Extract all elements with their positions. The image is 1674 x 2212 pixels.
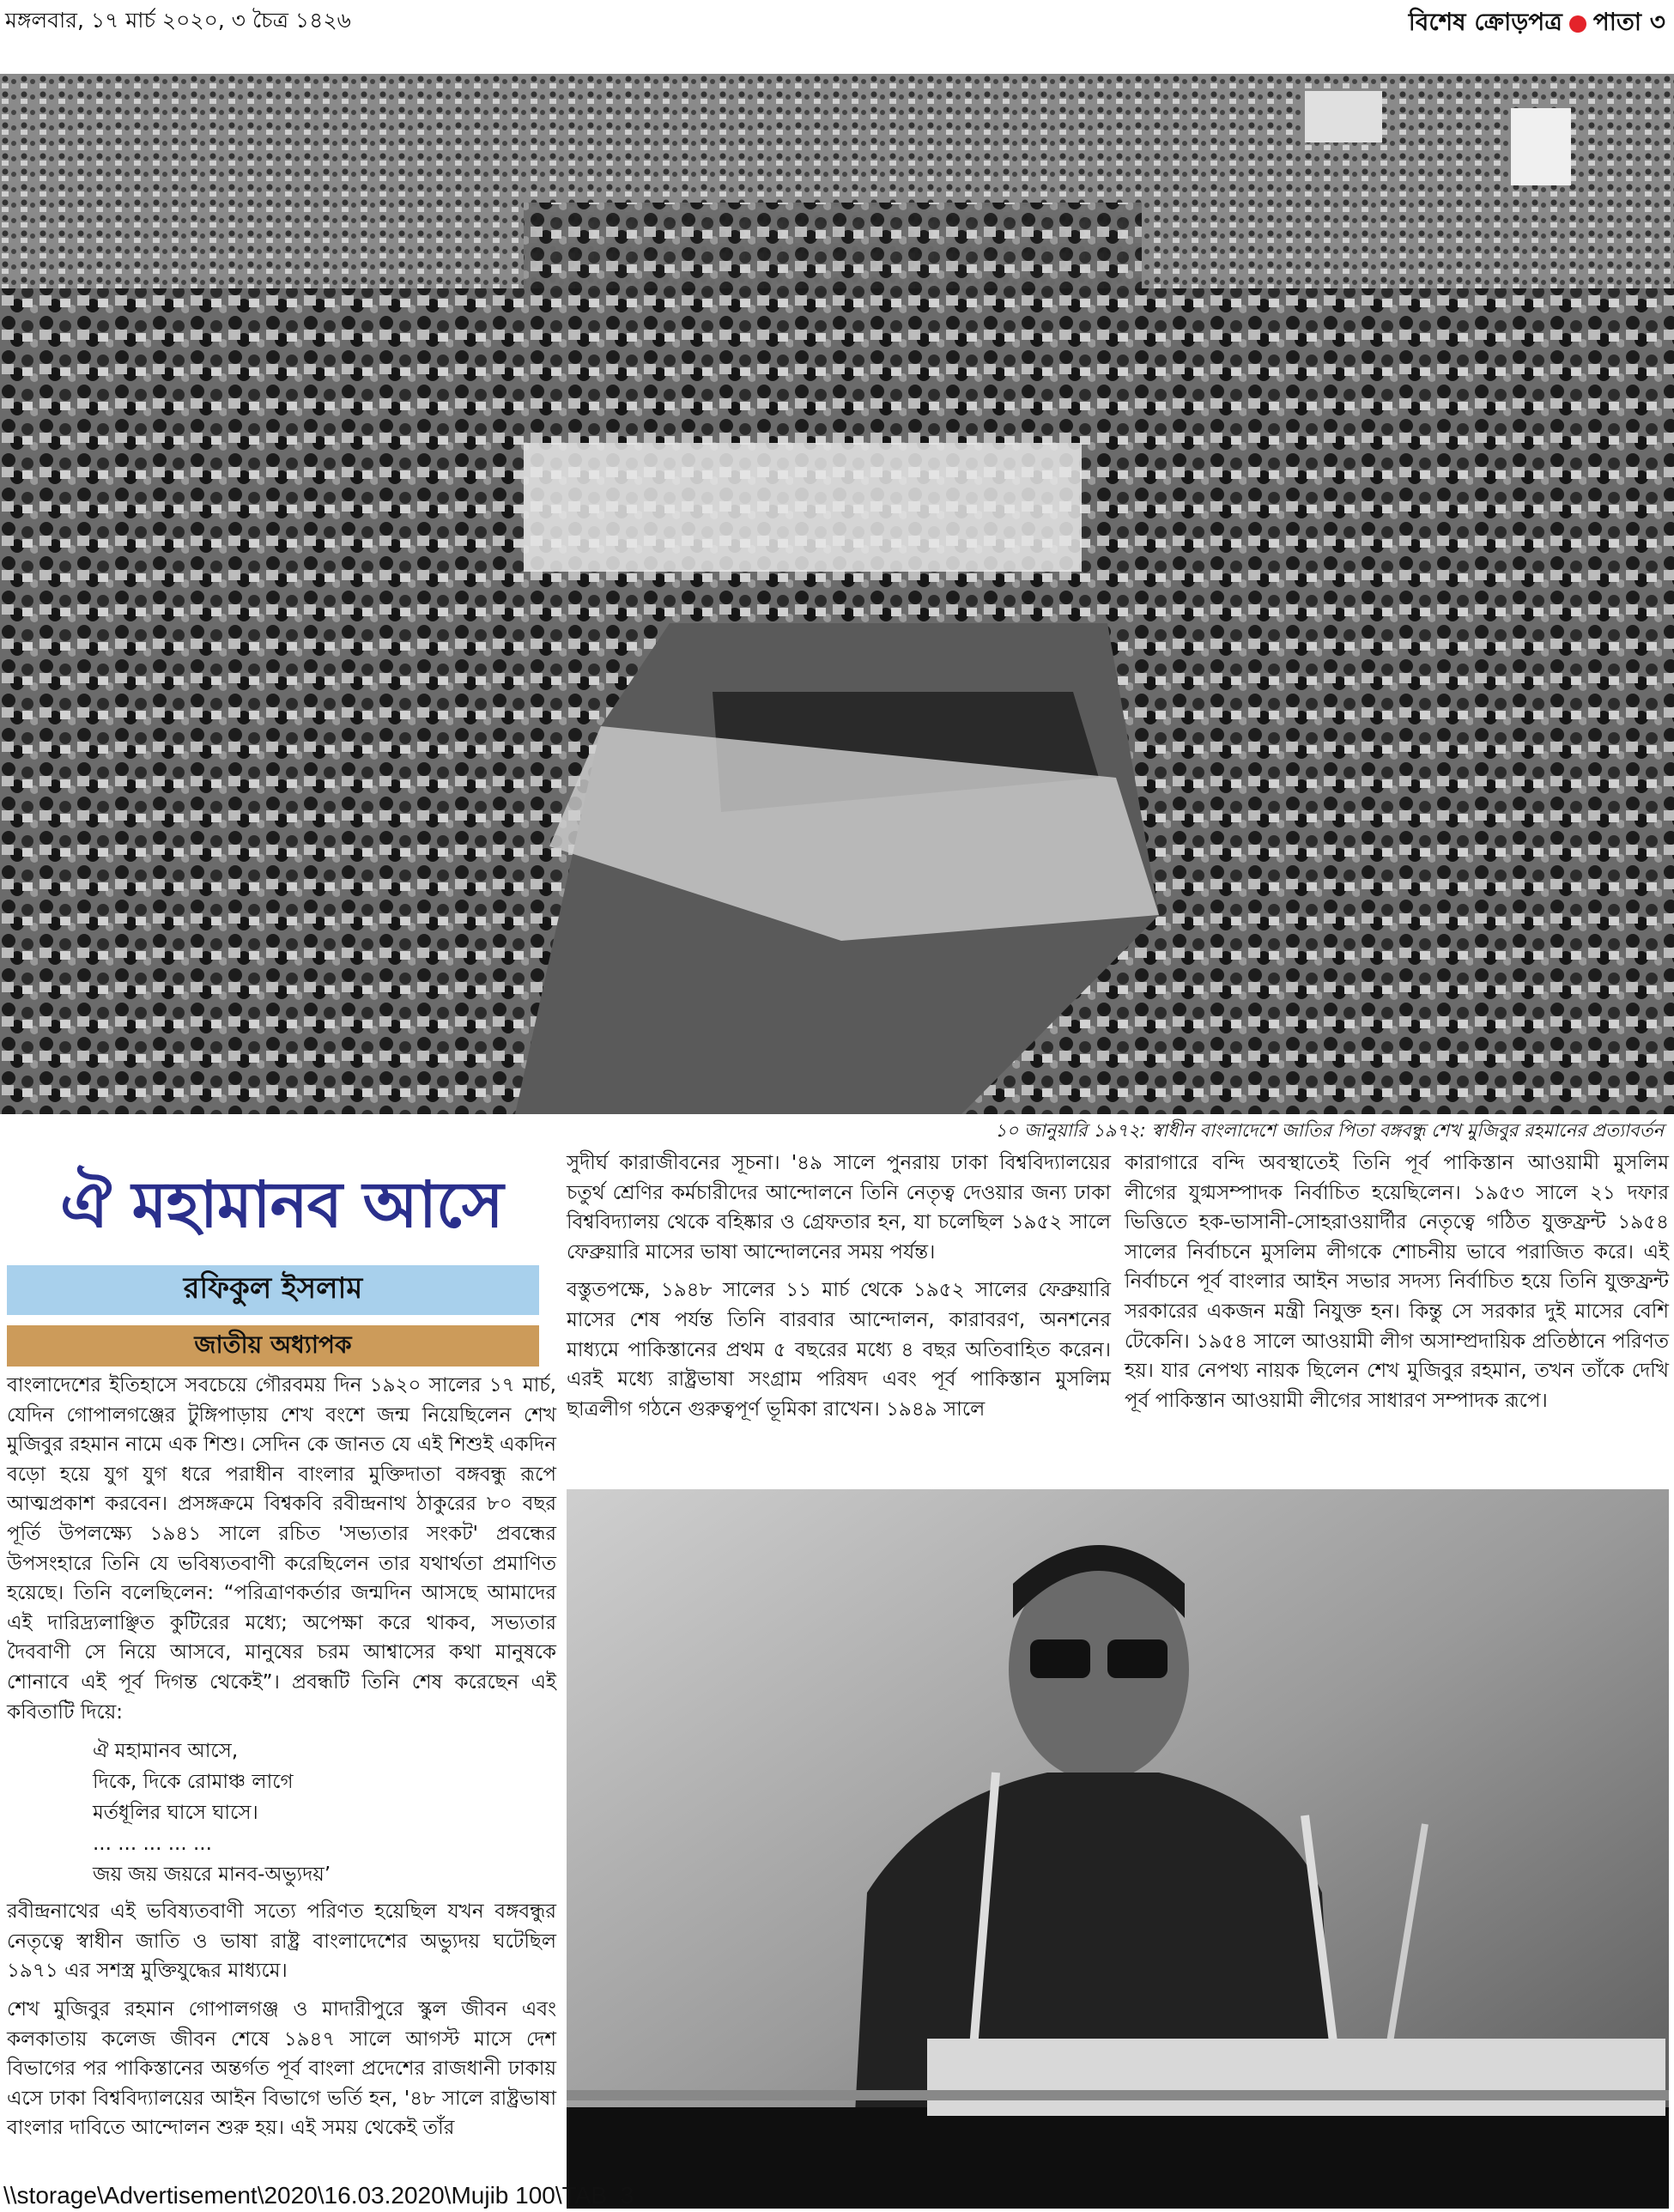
page-info: [1409, 3, 1665, 44]
file-path-footer: \\storage\Advertisement\2020\16.03.2020\Mujib 100\TAB_3: [3, 2182, 634, 2209]
poem-line: জয় জয় জয়রে মানব-অভ্যুদয়’: [93, 1864, 331, 1887]
publication-date: মঙ্গলবার, ১৭ মার্চ ২০২০, ৩ চৈত্র ১৪২৬: [5, 8, 351, 33]
author-title-bar: [7, 1325, 539, 1367]
speech-photo-illustration: [567, 1489, 1669, 2209]
poem-line: ঐ মহামানব আসে,: [93, 1740, 239, 1763]
poem-line: দিকে, দিকে রোমাঞ্চ লাগে: [93, 1771, 294, 1794]
article-paragraph: রবীন্দ্রনাথের এই ভবিষ্যতবাণী সত্যে পরিণত হয়েছিল যখন বঙ্গবন্ধুর নেতৃত্বে স্বাধীন জাতি ও ভাষা রাষ্ট্র বাংলাদেশের অভ্যুদয় ঘটেছিল ১৯৭১ এর সশস্ত্র মুক্তিযুদ্ধের মাধ্যমে।: [7, 1900, 556, 1983]
article-column-3: [1125, 1148, 1669, 1424]
page-number: পাতা ৩: [1592, 8, 1665, 36]
article-paragraph: সুদীর্ঘ কারাজীবনের সূচনা। '৪৯ সালে পুনরায় ঢাকা বিশ্ববিদ্যালয়ের চতুর্থ শ্রেণির কর্মচারীদের আন্দোলনে তিনি নেতৃত্ব দেওয়ার জন্য ঢাকা বিশ্ববিদ্যালয় থেকে বহিষ্কার ও গ্রেফতার হন, যা চলেছিল ১৯৫২ সালে ফেব্রুয়ারি মাসের ভাষা আন্দোলনের সময় পর্যন্ত।: [567, 1152, 1111, 1264]
article-paragraph: বাংলাদেশের ইতিহাসে সবচেয়ে গৌরবময় দিন ১৯২০ সালের ১৭ মার্চ, যেদিন গোপালগঞ্জের টুঙ্গিপাড়ায় শেখ বংশে জন্ম নিয়েছিলেন শেখ মুজিবুর রহমান নামে এক শিশু। সেদিন কে জানত যে এই শিশুই একদিন বড়ো হয়ে যুগ যুগ ধরে পরাধীন বাংলার মুক্তিদাতা বঙ্গবন্ধু রূপে আত্মপ্রকাশ করবেন। প্রসঙ্গক্রমে বিশ্বকবি রবীন্দ্রনাথ ঠাকুরের ৮০ বছর পূর্তি উপলক্ষ্যে ১৯৪১ সালে রচিত 'সভ্যতার সংকট' প্রবন্ধের উপসংহারে তিনি যে ভবিষ্যতবাণী করেছিলেন তার যথার্থতা প্রমাণিত হয়েছে। তিনি বলেছিলেন: “পরিত্রাণকর্তার জন্মদিন আসছে আমাদের এই দারিদ্র্যলাঞ্ছিত কুটিরের মধ্যে; অপেক্ষা করে থাকব, সভ্যতার দৈববাণী সে নিয়ে আসবে, মানুষের চরম আশ্বাসের কথা মানুষকে শোনাবে এই পূর্ব দিগন্ত থেকেই”। প্রবন্ধটি তিনি শেষ করেছেন এই কবিতাটি দিয়ে:: [7, 1374, 556, 1724]
speech-photo-podium: [567, 1489, 1669, 2209]
hero-photo-crowd-motorcade: [0, 74, 1674, 1114]
hero-photo-illustration: [0, 74, 1674, 1114]
article-column-2: [567, 1148, 1111, 1433]
article-paragraph: বস্তুতপক্ষে, ১৯৪৮ সালের ১১ মার্চ থেকে ১৯৫২ সালের ফেব্রুয়ারি মাসের শেষ পর্যন্ত তিনি বারবার আন্দোলন, কারাবরণ, অনশনের মাধ্যমে পাকিস্তানের প্রথম ৫ বছরের মধ্যে ৪ বছর অতিবাহিত করেন। এরই মধ্যে রাষ্ট্রভাষা সংগ্রাম পরিষদ এবং পূর্ব পাকিস্তান মুসলিম ছাত্রলীগ গঠনে গুরুত্বপূর্ণ ভূমিকা রাখেন। ১৯৪৯ সালে: [567, 1279, 1111, 1421]
author-byline: [7, 1265, 539, 1315]
article-paragraph: শেখ মুজিবুর রহমান গোপালগঞ্জ ও মাদারীপুরে স্কুল জীবন এবং কলকাতায় কলেজ জীবন শেষে ১৯৪৭ সালে আগস্ট মাসে দেশ বিভাগের পর পাকিস্তানের অন্তর্গত পূর্ব বাংলা প্রদেশের রাজধানী ঢাকায় এসে ঢাকা বিশ্ববিদ্যালয়ের আইন বিভাগে ভর্তি হন, '৪৮ সালে রাষ্ট্রভাষা বাংলার দাবিতে আন্দোলন শুরু হয়। এই সময় থেকেই তাঁর: [7, 1997, 556, 2140]
red-dot-icon: [1569, 15, 1586, 33]
hero-photo-caption: ১০ জানুয়ারি ১৯৭২: স্বাধীন বাংলাদেশে জাতির পিতা বঙ্গবন্ধু শেখ মুজিবুর রহমানের প্রত্যাবর্তন: [995, 1120, 1664, 1141]
poem-quote: [93, 1736, 556, 1890]
author-name: রফিকুল ইসলাম: [183, 1270, 363, 1306]
section-label: বিশেষ ক্রোড়পত্র: [1408, 8, 1562, 36]
article-paragraph: কারাগারে বন্দি অবস্থাতেই তিনি পূর্ব পাকিস্তান আওয়ামী মুসলিম লীগের যুগ্মসম্পাদক নির্বাচিত হয়েছিলেন। ১৯৫৩ সালে ২১ দফার ভিত্তিতে হক-ভাসানী-সোহরাওয়ার্দীর নেতৃত্বে গঠিত যুক্তফ্রন্ট ১৯৫৪ সালের নির্বাচনে মুসলিম লীগকে শোচনীয় ভাবে পরাজিত করে। এই নির্বাচনে পূর্ব বাংলার আইন সভার সদস্য নির্বাচিত হয়ে তিনি যুক্তফ্রন্ট সরকারের একজন মন্ত্রী নিযুক্ত হন। কিন্তু সে সরকার দুই মাসের বেশি টেকেনি। ১৯৫৪ সালে আওয়ামী লীগ অসাম্প্রদায়িক প্রতিষ্ঠানে পরিণত হয়। যার নেপথ্য নায়ক ছিলেন শেখ মুজিবুর রহমান, তখন তাঁকে দেখি পূর্ব পাকিস্তান আওয়ামী লীগের সাধারণ সম্পাদক রূপে।: [1125, 1152, 1669, 1412]
article-column-1: [7, 1371, 556, 2152]
masthead: [0, 0, 1674, 69]
poem-line: ... ... ... ... ...: [93, 1833, 212, 1856]
author-title: জাতীয় অধ্যাপক: [194, 1330, 352, 1359]
poem-line: মর্তধূলির ঘাসে ঘাসে।: [93, 1802, 258, 1825]
article-headline: ঐ মহামানব আসে: [60, 1168, 503, 1242]
